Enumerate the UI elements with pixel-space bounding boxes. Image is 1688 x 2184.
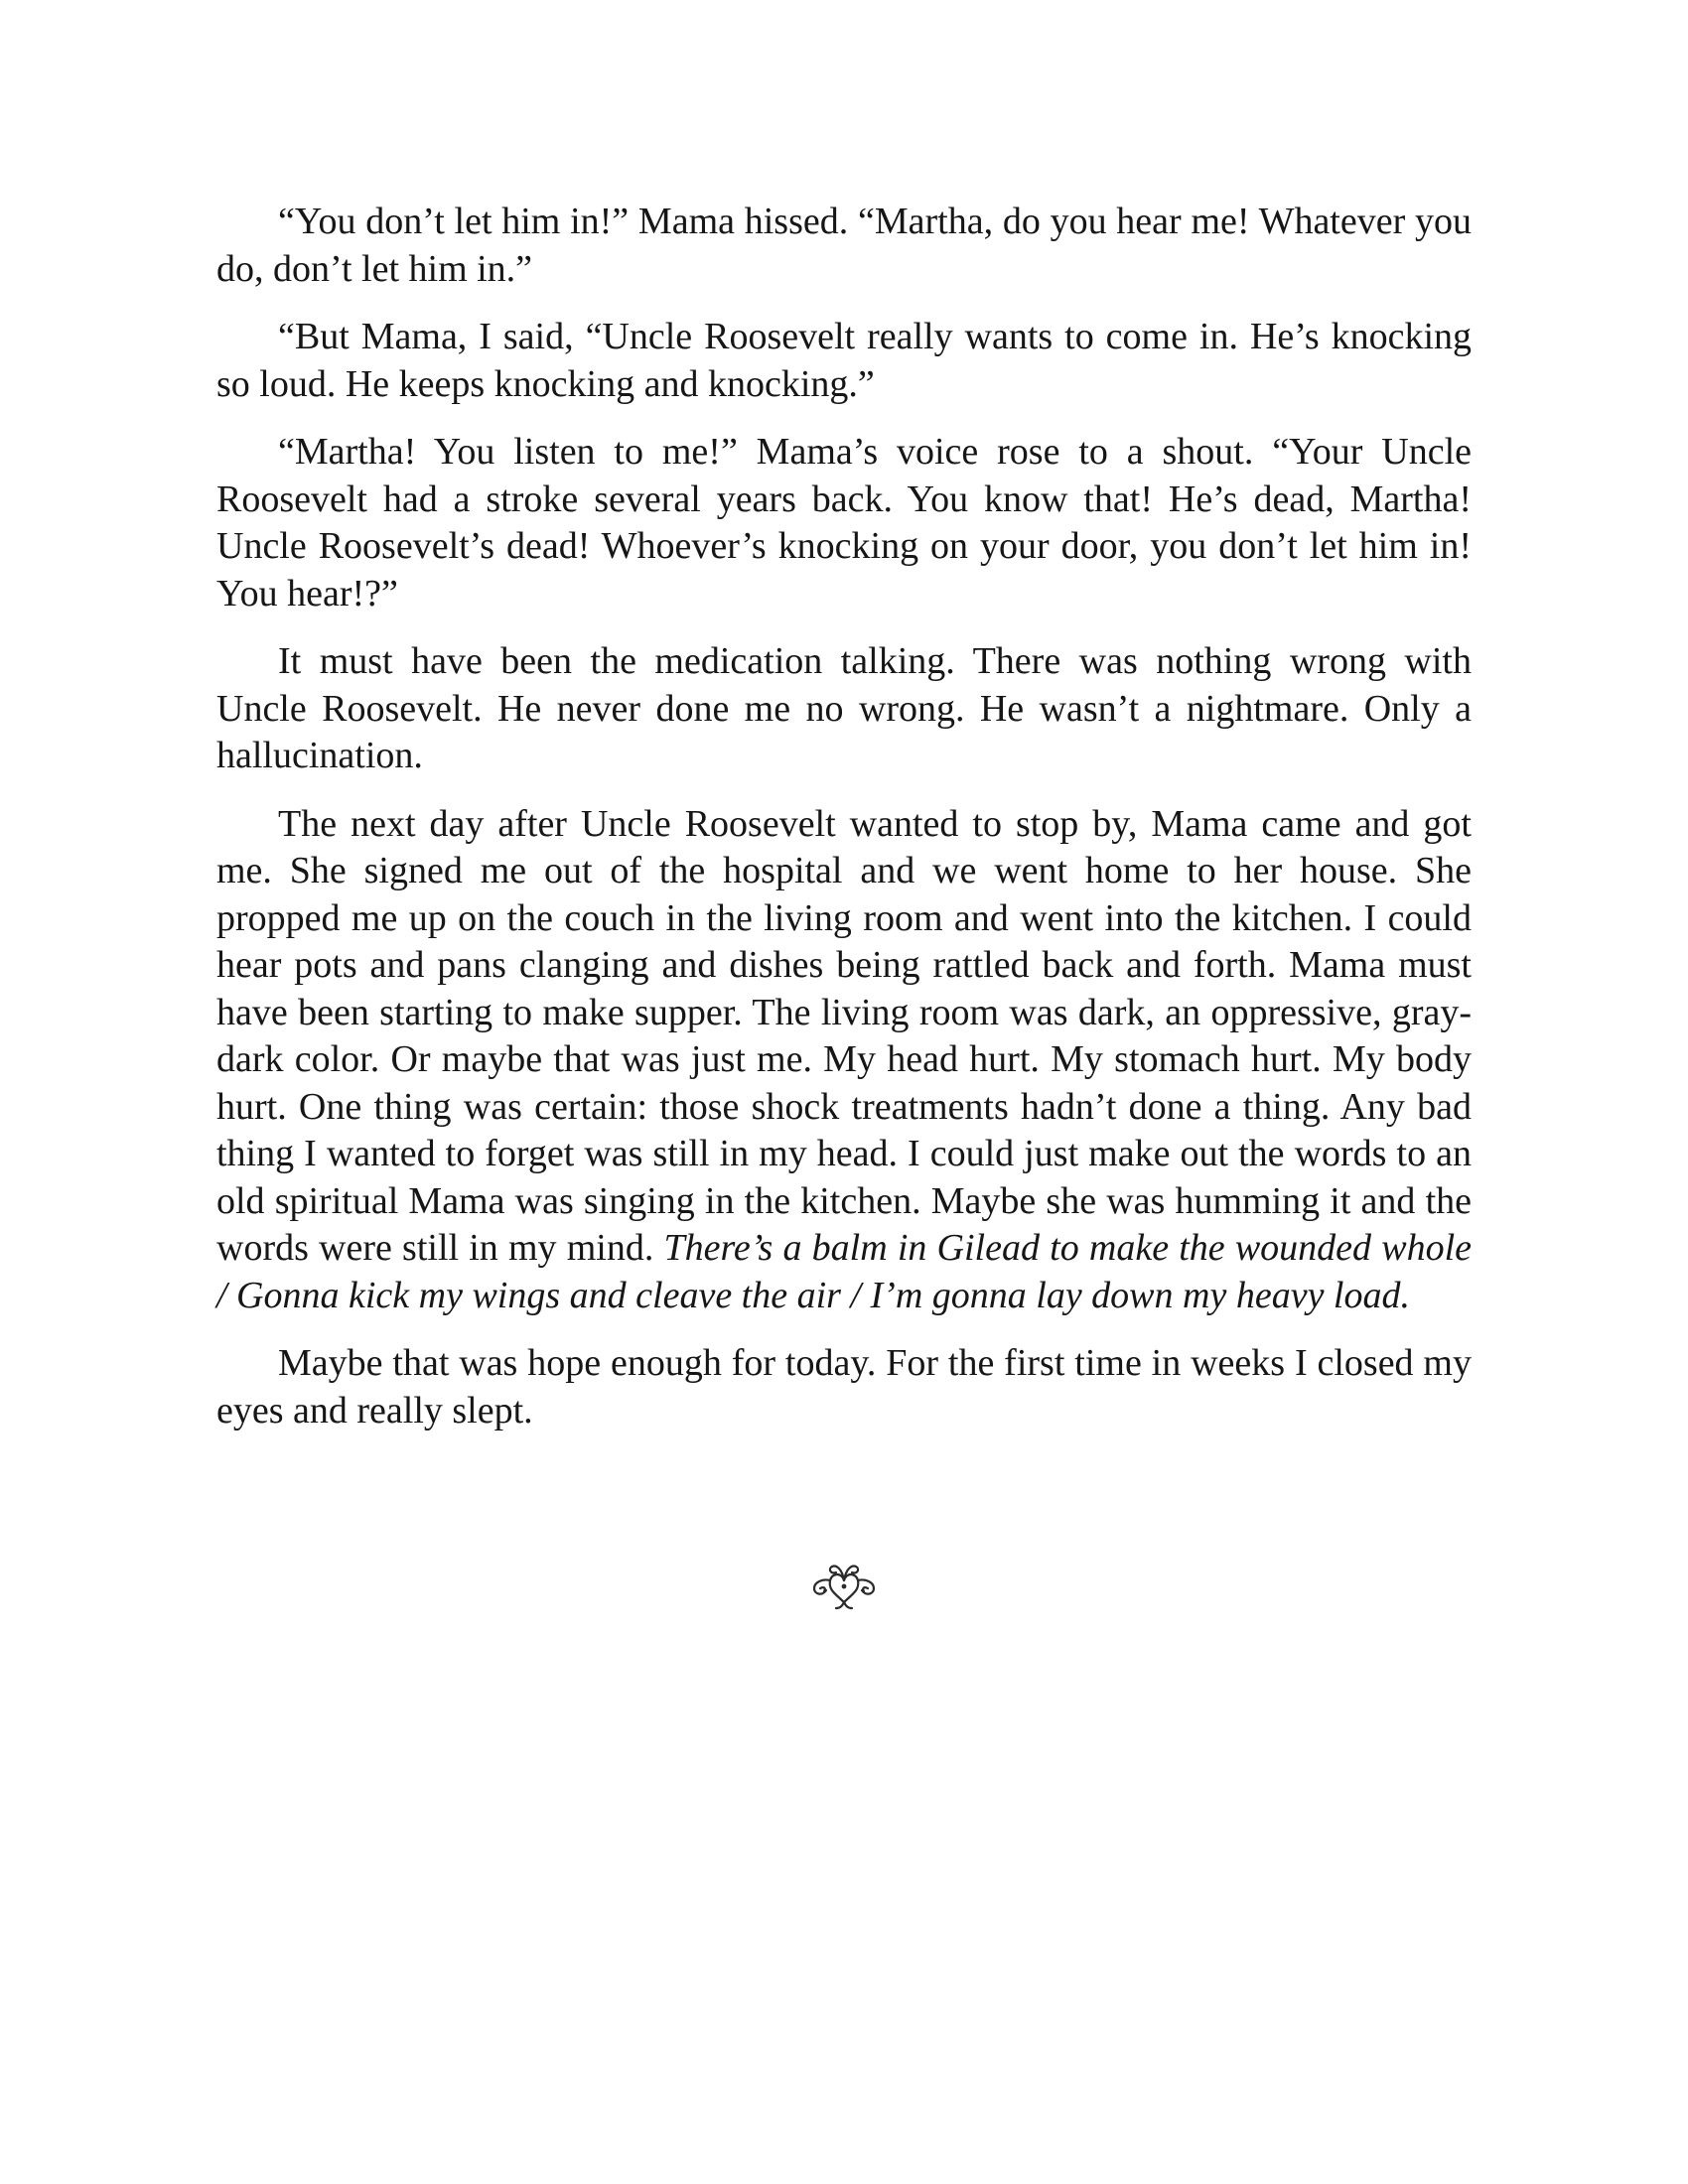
paragraph-2: “But Mama, I said, “Uncle Roosevelt really wants to come in. He’s knocking so loud. He keeps knocking and knocking.” — [216, 316, 1472, 405]
song-lyrics: There’s a balm in Gilead to make the wounded whole / Gonna kick my wings and cleave the air / I’m gonna lay down my heavy load. — [216, 1227, 1472, 1316]
paragraph-4: It must have been the medication talking. There was nothing wrong with Uncle Roosevelt. He never done me no wrong. He wasn’t a nightmare. Only a hallucination. — [216, 640, 1472, 776]
paragraph-1: “You don’t let him in!” Mama hissed. “Martha, do you hear me! Whatever you do, don’t let him in.” — [216, 201, 1472, 290]
paragraph-6: Maybe that was hope enough for today. For the first time in weeks I closed my eyes and really slept. — [216, 1342, 1472, 1432]
fleuron-ornament-icon — [806, 1557, 882, 1612]
paragraph-5 — [216, 801, 1472, 1320]
paragraph-3: “Martha! You listen to me!” Mama’s voice rose to a shout. “Your Uncle Roosevelt had a stroke several years back. You know that! He’s dead, Martha! Uncle Roosevelt’s dead! Whoever’s knocking on your door, you don’t let him in! You hear!?” — [216, 431, 1472, 614]
paragraph-5-text: The next day after Uncle Roosevelt wanted to stop by, Mama came and got me. She signed me out of the hospital and we went home to her house. She propped me up on the couch in the living room and went into the kitchen. I could hear pots and pans clanging and dishes being rattled back and forth. Mama must have been starting to make supper. The living room was dark, an oppressive, gray-dark color. Or maybe that was just me. My head hurt. My stomach hurt. My body hurt. One thing was certain: those shock treatments hadn’t done a thing. Any bad thing I wanted to forget was still in my head. I could just make out the words to an old spiritual Mama was singing in the kitchen. Maybe she was humming it and the words were still in my mind. — [216, 802, 1472, 1269]
book-page-body — [216, 199, 1472, 1455]
